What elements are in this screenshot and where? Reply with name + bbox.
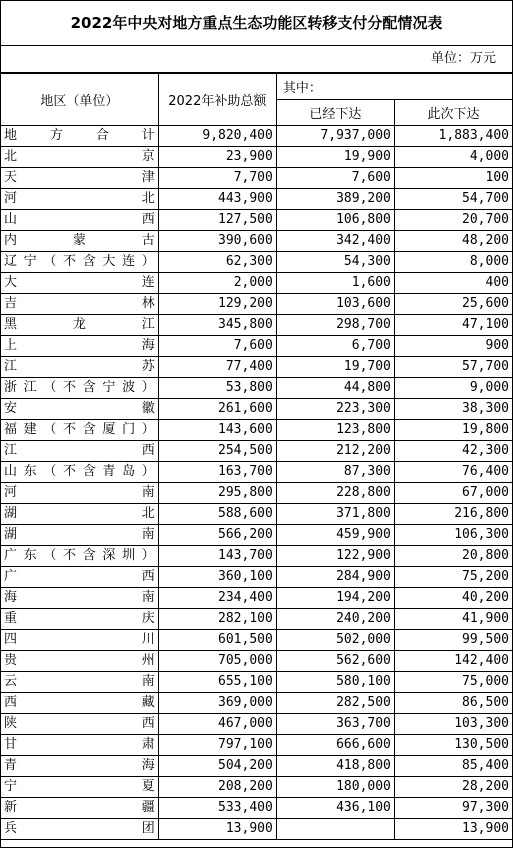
- table-row: [1, 483, 513, 504]
- total-value: 254,500: [158, 441, 276, 462]
- region-name: 青海: [1, 756, 159, 777]
- region-name: 云南: [1, 672, 159, 693]
- table-row: [1, 231, 513, 252]
- region-name: 海南: [1, 588, 159, 609]
- this-time-value: 216,800: [394, 504, 512, 525]
- table-row: [1, 546, 513, 567]
- total-value: 345,800: [158, 315, 276, 336]
- total-value: 13,900: [158, 819, 276, 840]
- this-time-value: 142,400: [394, 651, 512, 672]
- this-time-value: 20,800: [394, 546, 512, 567]
- issued-value: 123,800: [276, 420, 394, 441]
- this-time-value: 1,883,400: [394, 126, 512, 147]
- issued-value: 389,200: [276, 189, 394, 210]
- issued-value: 371,800: [276, 504, 394, 525]
- table-row: [1, 525, 513, 546]
- this-time-value: 4,000: [394, 147, 512, 168]
- this-time-value: 42,300: [394, 441, 512, 462]
- region-name: 湖北: [1, 504, 159, 525]
- issued-value: 223,300: [276, 399, 394, 420]
- issued-value: 298,700: [276, 315, 394, 336]
- total-value: 705,000: [158, 651, 276, 672]
- region-name: 江苏: [1, 357, 159, 378]
- issued-value: 106,800: [276, 210, 394, 231]
- issued-value: 212,200: [276, 441, 394, 462]
- issued-value: 342,400: [276, 231, 394, 252]
- issued-value: 54,300: [276, 252, 394, 273]
- issued-value: 6,700: [276, 336, 394, 357]
- total-value: 601,500: [158, 630, 276, 651]
- region-name: 天津: [1, 168, 159, 189]
- total-value: 261,600: [158, 399, 276, 420]
- issued-value: 7,937,000: [276, 126, 394, 147]
- total-value: 208,200: [158, 777, 276, 798]
- this-time-value: 38,300: [394, 399, 512, 420]
- region-name: 广东（不含深圳）: [1, 546, 159, 567]
- table-row: [1, 273, 513, 294]
- total-value: 588,600: [158, 504, 276, 525]
- region-name: 安徽: [1, 399, 159, 420]
- this-time-value: 103,300: [394, 714, 512, 735]
- region-name: 北京: [1, 147, 159, 168]
- issued-value: 580,100: [276, 672, 394, 693]
- this-time-value: 85,400: [394, 756, 512, 777]
- total-value: 369,000: [158, 693, 276, 714]
- unit-label: 单位：万元: [1, 46, 512, 73]
- this-time-value: 28,200: [394, 777, 512, 798]
- total-value: 7,700: [158, 168, 276, 189]
- issued-value: 180,000: [276, 777, 394, 798]
- region-name: 河北: [1, 189, 159, 210]
- region-name: 福建（不含厦门）: [1, 420, 159, 441]
- this-time-value: 20,700: [394, 210, 512, 231]
- table-row: [1, 252, 513, 273]
- header-this-time: 此次下达: [394, 100, 512, 126]
- total-value: 163,700: [158, 462, 276, 483]
- issued-value: 363,700: [276, 714, 394, 735]
- total-value: 143,600: [158, 420, 276, 441]
- region-name: 黑龙江: [1, 315, 159, 336]
- region-name: 新疆: [1, 798, 159, 819]
- table-row: [1, 735, 513, 756]
- table-row: [1, 630, 513, 651]
- total-value: 655,100: [158, 672, 276, 693]
- region-name: 西藏: [1, 693, 159, 714]
- region-name: 内蒙古: [1, 231, 159, 252]
- region-name: 广西: [1, 567, 159, 588]
- table-row: [1, 819, 513, 840]
- issued-value: 436,100: [276, 798, 394, 819]
- region-name: 山东（不含青岛）: [1, 462, 159, 483]
- total-value: 77,400: [158, 357, 276, 378]
- table-row: [1, 189, 513, 210]
- region-name: 吉林: [1, 294, 159, 315]
- region-name: 四川: [1, 630, 159, 651]
- total-value: 443,900: [158, 189, 276, 210]
- table-row: [1, 441, 513, 462]
- issued-value: 7,600: [276, 168, 394, 189]
- this-time-value: 86,500: [394, 693, 512, 714]
- allocation-table: [0, 73, 513, 840]
- table-row: [1, 756, 513, 777]
- issued-value: 44,800: [276, 378, 394, 399]
- this-time-value: 67,000: [394, 483, 512, 504]
- table-row: [1, 588, 513, 609]
- this-time-value: 57,700: [394, 357, 512, 378]
- table-row: [1, 294, 513, 315]
- table-row: [1, 567, 513, 588]
- this-time-value: 130,500: [394, 735, 512, 756]
- this-time-value: 76,400: [394, 462, 512, 483]
- table-row: [1, 777, 513, 798]
- region-name: 山西: [1, 210, 159, 231]
- this-time-value: 400: [394, 273, 512, 294]
- issued-value: 240,200: [276, 609, 394, 630]
- total-value: 360,100: [158, 567, 276, 588]
- this-time-value: 99,500: [394, 630, 512, 651]
- issued-value: 228,800: [276, 483, 394, 504]
- table-row: [1, 651, 513, 672]
- total-value: 53,800: [158, 378, 276, 399]
- this-time-value: 900: [394, 336, 512, 357]
- table-row: [1, 147, 513, 168]
- total-value: 282,100: [158, 609, 276, 630]
- region-name: 江西: [1, 441, 159, 462]
- total-value: 129,200: [158, 294, 276, 315]
- table-row-total: [1, 126, 513, 147]
- this-time-value: 25,600: [394, 294, 512, 315]
- issued-value: 666,600: [276, 735, 394, 756]
- issued-value: 103,600: [276, 294, 394, 315]
- table-row: [1, 336, 513, 357]
- this-time-value: 40,200: [394, 588, 512, 609]
- issued-value: 87,300: [276, 462, 394, 483]
- region-name: 兵团: [1, 819, 159, 840]
- table-row: [1, 609, 513, 630]
- issued-value: 418,800: [276, 756, 394, 777]
- table-row: [1, 714, 513, 735]
- table-row: [1, 378, 513, 399]
- issued-value: 1,600: [276, 273, 394, 294]
- issued-value: 194,200: [276, 588, 394, 609]
- region-name: 上海: [1, 336, 159, 357]
- table-row: [1, 693, 513, 714]
- table-row: [1, 315, 513, 336]
- this-time-value: 8,000: [394, 252, 512, 273]
- table-row: [1, 357, 513, 378]
- total-value: 234,400: [158, 588, 276, 609]
- total-value: 2,000: [158, 273, 276, 294]
- total-value: 9,820,400: [158, 126, 276, 147]
- region-name: 陕西: [1, 714, 159, 735]
- total-value: 143,700: [158, 546, 276, 567]
- table-row: [1, 672, 513, 693]
- this-time-value: 97,300: [394, 798, 512, 819]
- table-row: [1, 798, 513, 819]
- issued-value: 122,900: [276, 546, 394, 567]
- this-time-value: 9,000: [394, 378, 512, 399]
- issued-value: 502,000: [276, 630, 394, 651]
- header-issued: 已经下达: [276, 100, 394, 126]
- region-name: 甘肃: [1, 735, 159, 756]
- total-value: 467,000: [158, 714, 276, 735]
- issued-value: 284,900: [276, 567, 394, 588]
- this-time-value: 75,000: [394, 672, 512, 693]
- table-row: [1, 504, 513, 525]
- this-time-value: 100: [394, 168, 512, 189]
- table-body: [1, 126, 513, 840]
- this-time-value: 19,800: [394, 420, 512, 441]
- total-value: 23,900: [158, 147, 276, 168]
- region-name: 浙江（不含宁波）: [1, 378, 159, 399]
- table-row: [1, 462, 513, 483]
- region-name: 重庆: [1, 609, 159, 630]
- document-title: 2022年中央对地方重点生态功能区转移支付分配情况表: [1, 1, 512, 46]
- header-of-which: 其中：: [276, 74, 512, 100]
- region-name: 辽宁（不含大连）: [1, 252, 159, 273]
- header-total: 2022年补助总额: [158, 74, 276, 126]
- region-name: 贵州: [1, 651, 159, 672]
- region-name: 河南: [1, 483, 159, 504]
- issued-value: 459,900: [276, 525, 394, 546]
- region-name: 地方合计: [1, 126, 159, 147]
- total-value: 62,300: [158, 252, 276, 273]
- table-row: [1, 420, 513, 441]
- issued-value: 19,900: [276, 147, 394, 168]
- total-value: 127,500: [158, 210, 276, 231]
- this-time-value: 48,200: [394, 231, 512, 252]
- this-time-value: 41,900: [394, 609, 512, 630]
- total-value: 566,200: [158, 525, 276, 546]
- this-time-value: 75,200: [394, 567, 512, 588]
- issued-value: 19,700: [276, 357, 394, 378]
- total-value: 7,600: [158, 336, 276, 357]
- header-region: 地区（单位）: [1, 74, 159, 126]
- table-row: [1, 399, 513, 420]
- total-value: 533,400: [158, 798, 276, 819]
- this-time-value: 106,300: [394, 525, 512, 546]
- this-time-value: 54,700: [394, 189, 512, 210]
- this-time-value: 47,100: [394, 315, 512, 336]
- region-name: 湖南: [1, 525, 159, 546]
- issued-value: 282,500: [276, 693, 394, 714]
- total-value: 797,100: [158, 735, 276, 756]
- region-name: 宁夏: [1, 777, 159, 798]
- this-time-value: 13,900: [394, 819, 512, 840]
- table-row: [1, 168, 513, 189]
- issued-value: 562,600: [276, 651, 394, 672]
- table-row: [1, 210, 513, 231]
- region-name: 大连: [1, 273, 159, 294]
- total-value: 390,600: [158, 231, 276, 252]
- total-value: 504,200: [158, 756, 276, 777]
- total-value: 295,800: [158, 483, 276, 504]
- issued-value: [276, 819, 394, 840]
